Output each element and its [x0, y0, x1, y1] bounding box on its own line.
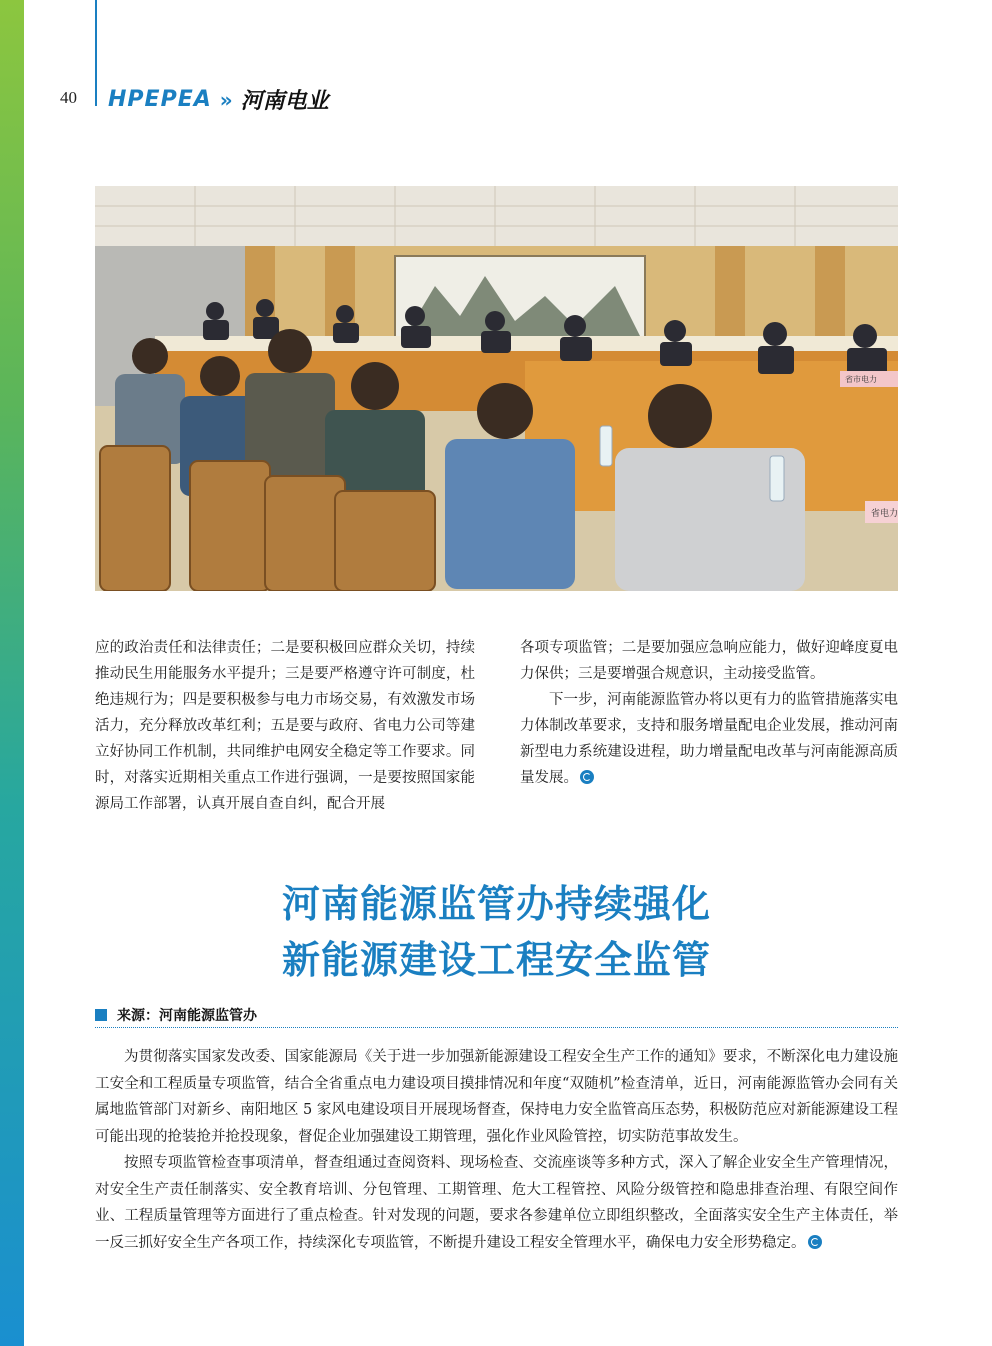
article-source: [95, 1003, 898, 1028]
prev-article-left-column: [95, 635, 475, 817]
brand-latin: HPEPEA: [108, 87, 212, 112]
article-paragraph-1: 为贯彻落实国家发改委、国家能源局《关于进一步加强新能源建设工程安全生产工作的通知》要求，不断深化电力建设施工安全和工程质量专项监管，结合全省重点电力建设项目摸排情况和年度“双随机”检查清单，近日，河南能源监管办会同有关属地监管部门对新乡、南阳地区 5 家风电建设项目开展现场督查，保持电力安全监管高压态势，积极防范应对新能源建设工程可能出现的抢装抢并抢投现象，督促企业加强建设工期管理，强化作业风险管控，切实防范事故发生。: [95, 1049, 898, 1145]
prev-article-right-column: [520, 635, 898, 791]
table-sign-text-2: 省市电力: [845, 375, 877, 384]
prev-article-left-text: 应的政治责任和法律责任；二是要积极回应群众关切，持续推动民生用能服务水平提升；三是要严格遵守许可制度，杜绝违规行为；四是要积极参与电力市场交易，有效激发市场活力，充分释放改革红利；五是要与政府、省电力公司等建立好协同工作机制，共同维护电网安全稳定等工作要求。同时，对落实近期相关重点工作进行强调，一是要按照国家能源局工作部署，认真开展自查自纠，配合开展: [95, 640, 475, 812]
end-mark-icon: [808, 1235, 822, 1249]
article-source-text: 来源：河南能源监管办: [117, 1008, 257, 1024]
article-title-line-1: 河南能源监管办持续强化: [281, 882, 711, 926]
prev-article-right-para-1: 各项专项监管；二是要加强应急响应能力，做好迎峰度夏电力保供；三是要增强合规意识，主动接受监管。: [520, 640, 898, 682]
article-paragraph-2: [95, 1150, 898, 1256]
article-paragraph-2-text: 按照专项监管检查事项清单，督查组通过查阅资料、现场检查、交流座谈等多种方式，深入了解企业安全生产管理情况，对安全生产责任制落实、安全教育培训、分包管理、工期管理、危大工程管控、风险分级管控和隐患排查治理、有限空间作业、工程质量管理等方面进行了重点检查。针对发现的问题，要求各参建单位立即组织整改，全面落实安全生产主体责任，举一反三抓好安全生产各项工作，持续深化专项监管，不断提升建设工程安全管理水平，确保电力安全形势稳定。: [95, 1155, 898, 1251]
article-title: [95, 876, 898, 988]
article-title-line-2: 新能源建设工程安全监管: [281, 938, 711, 982]
page-number: 40: [60, 88, 77, 107]
brand-chinese: 河南电业: [240, 89, 329, 114]
header-rule: [95, 0, 97, 106]
magazine-brand: [108, 84, 329, 115]
square-bullet-icon: [95, 1009, 107, 1021]
table-sign-text: 省电力: [871, 509, 898, 519]
end-mark-icon: [580, 770, 594, 784]
meeting-photo-illustration: [95, 186, 898, 591]
article-body: [95, 1044, 898, 1256]
meeting-photo: [95, 186, 898, 591]
prev-article-right-para-2: [520, 687, 898, 791]
side-color-bar: [0, 0, 24, 1346]
brand-separator: »: [219, 87, 233, 112]
prev-article-right-para-2-text: 下一步，河南能源监管办将以更有力的监管措施落实电力体制改革要求，支持和服务增量配电企业发展，推动河南新型电力系统建设进程，助力增量配电改革与河南能源高质量发展。: [520, 692, 898, 786]
